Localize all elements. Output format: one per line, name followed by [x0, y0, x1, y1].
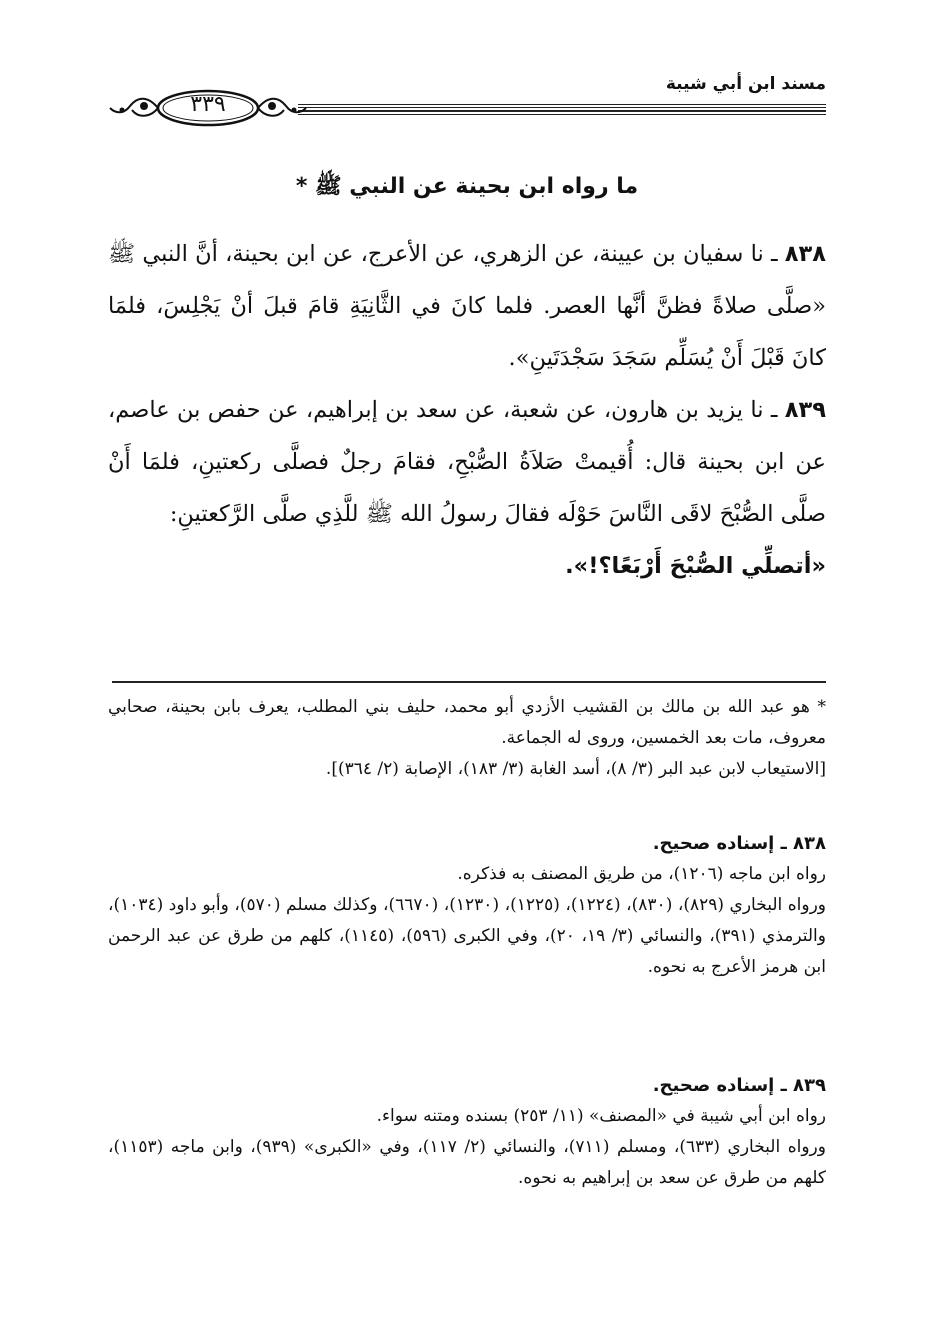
- takhrij-line: رواه ابن أبي شيبة في «المصنف» (١١/ ٢٥٣) بسنده ومتنه سواء.: [376, 1106, 826, 1126]
- header-rule: [298, 104, 826, 118]
- prophet-quote: «أتصلِّي الصُّبْحَ أَرْبَعًا؟!».: [565, 553, 826, 579]
- hadith-839-paragraph: [108, 384, 826, 540]
- page-number: ٣٣٩: [190, 92, 226, 117]
- hadith-number: ٨٣٨: [784, 241, 826, 267]
- hadith-text: ـ نا سفيان بن عيينة، عن الزهري، عن الأعرج، عن ابن بحينة، أنَّ النبي ﷺ «صلَّى صلاةً فظنَّ أنَّها العصر. فلما كانَ في الثَّانِيَةِ قامَ قبلَ أنْ يَجْلِسَ، فلمَا كانَ قَبْلَ أَنْ يُسَلِّم سَجَدَ سَجْدَتَينِ».: [108, 241, 826, 371]
- takhrij-line: رواه ابن ماجه (١٢٠٦)، من طريق المصنف به فذكره.: [457, 864, 826, 884]
- footnote-text: * هو عبد الله بن مالك بن القشيب الأزدي أبو محمد، حليف بني المطلب، يعرف بابن بحينة، صحابي معروف، مات بعد الخمسين، وروى له الجماعة.: [108, 697, 826, 748]
- takhrij-line: ورواه البخاري (٨٢٩)، (٨٣٠)، (١٢٢٤)، (١٢٢٥)، (١٢٣٠)، (٦٦٧٠)، وكذلك مسلم (٥٧٠)، وأبو داود (١٠٣٤)، والترمذي (٣٩١)، والنسائي (٣/ ١٩، ٢٠)، وفي الكبرى (٥٩٦)، (١١٤٥)، كلهم من طرق عن عبد الرحمن ابن هرمز الأعرج به نحوه.: [108, 895, 826, 977]
- takhrij-line: ورواه البخاري (٦٣٣)، ومسلم (٧١١)، والنسائي (٢/ ١١٧)، وفي «الكبرى» (٩٣٩)، وابن ماجه (١١٥٣)، كلهم من طرق عن سعد بن إبراهيم به نحوه.: [108, 1137, 826, 1188]
- hadith-839: [108, 384, 826, 592]
- hadith-838-paragraph: [108, 228, 826, 384]
- footnote-divider: [112, 681, 826, 683]
- section-heading: ما رواه ابن بحينة عن النبي ﷺ *: [295, 174, 639, 199]
- running-title: مسند ابن أبي شيبة: [665, 74, 826, 94]
- takhrij-838: [108, 828, 826, 983]
- takhrij-839: [108, 1070, 826, 1194]
- hadith-number: ٨٣٩: [784, 397, 826, 423]
- hadith-838: [108, 228, 826, 384]
- biography-footnote: [108, 692, 826, 785]
- takhrij-heading: ٨٣٩ ـ إسناده صحيح.: [652, 1075, 826, 1096]
- takhrij-heading: ٨٣٨ ـ إسناده صحيح.: [652, 833, 826, 854]
- hadith-text: ـ نا يزيد بن هارون، عن شعبة، عن سعد بن إبراهيم، عن حفص بن عاصم، عن ابن بحينة قال: أُقيمتْ صَلاَةُ الصُّبْحِ، فقامَ رجلٌ فصلَّى ركعتينِ، فلمَا أَنْ صلَّى الصُّبْحَ لاقَى النَّاسَ حَوْلَه فقالَ رسولُ الله ﷺ للَّذِي صلَّى الرَّكعتينِ:: [108, 397, 826, 527]
- footnote-sources: [الاستيعاب لابن عبد البر (٣/ ٨)، أسد الغابة (٣/ ١٨٣)، الإصابة (٢/ ٣٦٤)].: [325, 759, 826, 779]
- page-header: [108, 70, 826, 130]
